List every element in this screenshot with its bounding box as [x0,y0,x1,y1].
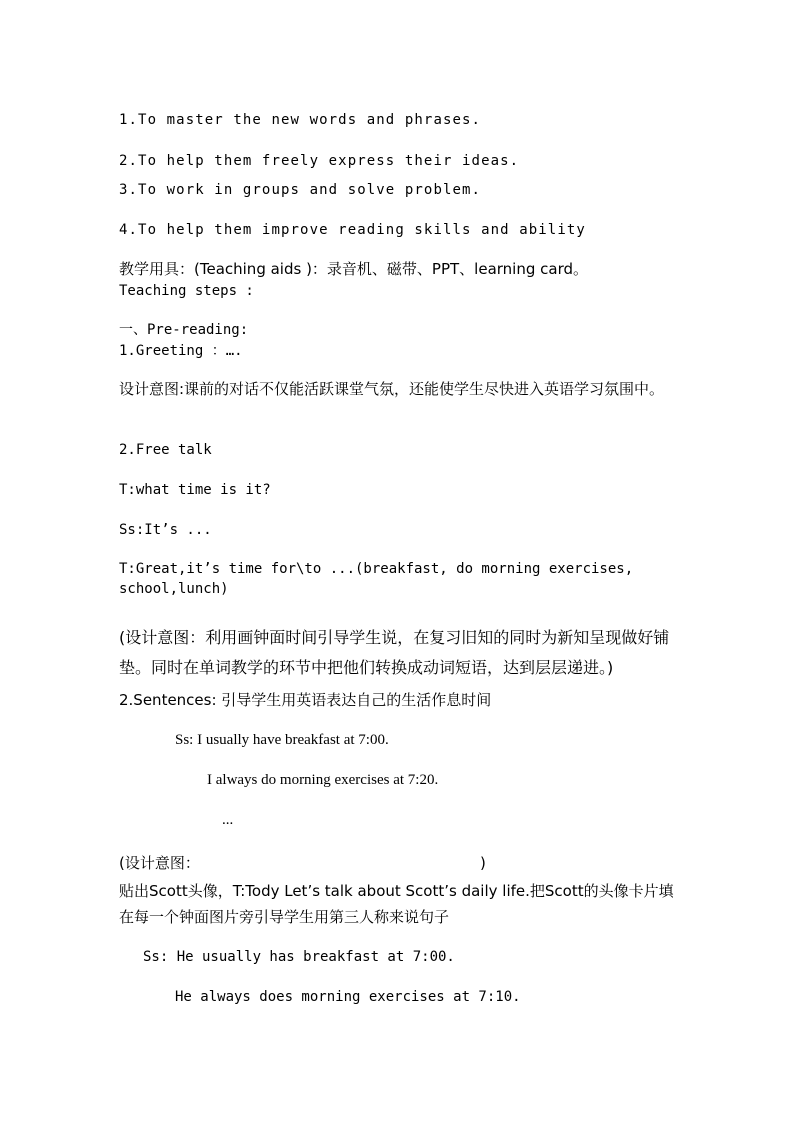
free-talk-design-intent: (设计意图：利用画钟面时间引导学生说，在复习旧知的同时为新知呈现做好铺垫。同时在单词教学的环节中把他们转换成动词短语，达到层层递进。) [119,628,670,677]
student-example-2: I always do morning exercises at 7:20. [207,772,439,788]
design-intent-close: ) [480,854,486,872]
teacher-great: T:Great,it’s time for\to ...(breakfast, do morning exercises, school,lunch) [119,561,634,597]
teaching-aids: 教学用具：(Teaching aids )：录音机、磁带、PPT、learning card。 [119,260,589,278]
objective-2: 2.To help them freely express their ideas. [119,153,520,169]
student-example-1: Ss: I usually have breakfast at 7:00. [175,732,389,748]
third-person-example-2: He always does morning exercises at 7:10. [175,989,521,1005]
objective-4: 4.To help them improve reading skills and ability [119,222,586,238]
teaching-steps-heading: Teaching steps : [119,283,254,299]
objective-1: 1.To master the new words and phrases. [119,112,482,128]
free-talk-step: 2.Free talk [119,442,212,458]
third-person-example-1: Ss: He usually has breakfast at 7:00. [143,949,455,965]
objective-3: 3.To work in groups and solve problem. [119,182,482,198]
student-answer: Ss:It’s ... [119,522,212,538]
greeting-design-intent: 设计意图:课前的对话不仅能活跃课堂气氛，还能使学生尽快进入英语学习氛围中。 [119,380,665,398]
pre-reading-heading: 一、Pre-reading: [119,322,249,338]
sentences-step: 2.Sentences: 引导学生用英语表达自己的生活作息时间 [119,691,492,709]
greeting-step: 1.Greeting ：…. [119,343,243,359]
teacher-question: T:what time is it? [119,482,271,498]
design-intent-open: (设计意图： [119,854,200,872]
ellipsis: ... [222,812,234,828]
scott-instruction: 贴出Scott头像，T:Tody Let’s talk about Scott’s daily life.把Scott的头像卡片填在每一个钟面图片旁引导学生用第三人称来说句子 [119,882,674,926]
